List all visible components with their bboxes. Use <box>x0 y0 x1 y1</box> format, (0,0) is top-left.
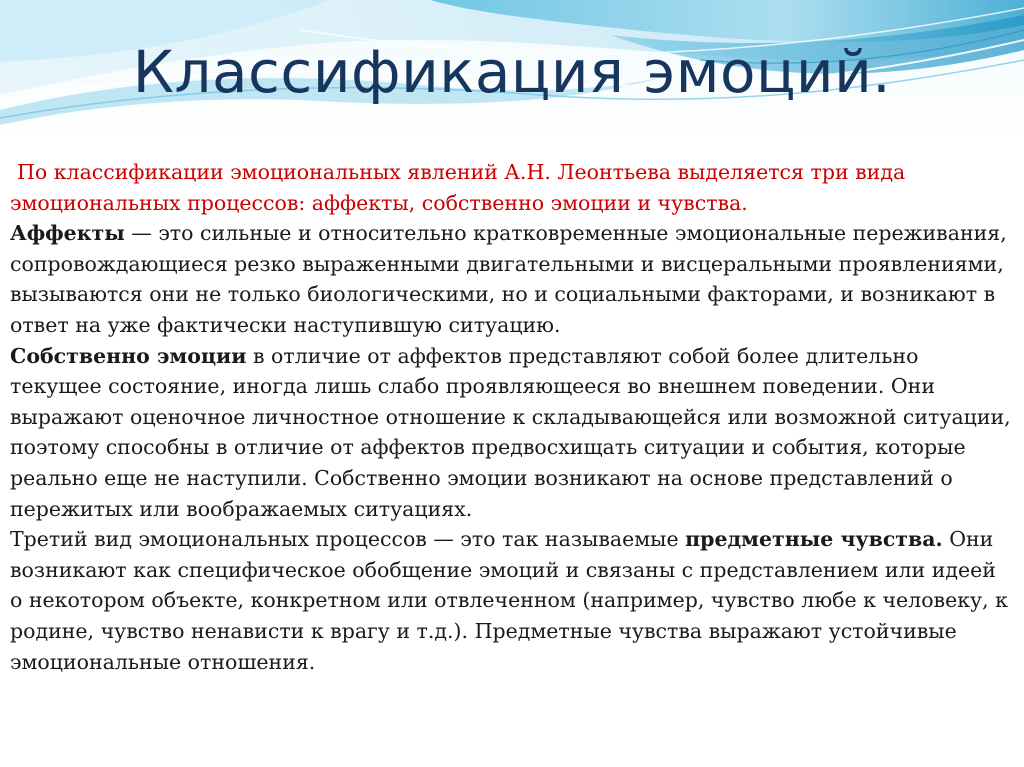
emotions-text: в отличие от аффектов представляют собой более длительно текущее состояние, иногда лишь слабо проявляющееся во внешнем поведении. Они выражают оценочное личностное отношение к складывающейся или возможной ситуации, поэтому способны в отличие от аффектов предвосхищать ситуации и события, которые реально еще не наступили. Собственно эмоции возникают на основе представлений о пережитых или воображаемых ситуациях. <box>10 343 1011 521</box>
feelings-lead: Третий вид эмоциональных процессов — это так называемые <box>10 527 686 552</box>
emotions-term: Собственно эмоции <box>10 343 247 368</box>
feelings-paragraph <box>10 524 1014 677</box>
slide-body <box>10 157 1014 677</box>
feelings-term: предметные чувства. <box>685 527 943 552</box>
affects-text: — это сильные и относительно кратковременные эмоциональные переживания, сопровождающиеся резко выраженными двигательными и висцеральными проявлениями, вызываются они не только биологическими, но и социальными факторами, и возникают в ответ на уже фактически наступившую ситуацию. <box>10 221 1007 337</box>
affects-term: Аффекты <box>10 221 125 246</box>
slide-title: Классификация эмоций. <box>132 38 892 106</box>
feelings-text: Они возникают как специфическое обобщение эмоций и связаны с представлением или идеей о некотором объекте, конкретном или отвлеченном (например, чувство любе к человеку, к родине, чувство ненависти к врагу и т.д.). Предметные чувства выражают устойчивые эмоциональные отношения. <box>10 527 1008 674</box>
emotions-paragraph <box>10 341 1014 525</box>
affects-paragraph <box>10 218 1014 340</box>
intro-paragraph: По классификации эмоциональных явлений А.Н. Леонтьева выделяется три вида эмоциональных процессов: аффекты, собственно эмоции и чувства. <box>10 160 906 215</box>
